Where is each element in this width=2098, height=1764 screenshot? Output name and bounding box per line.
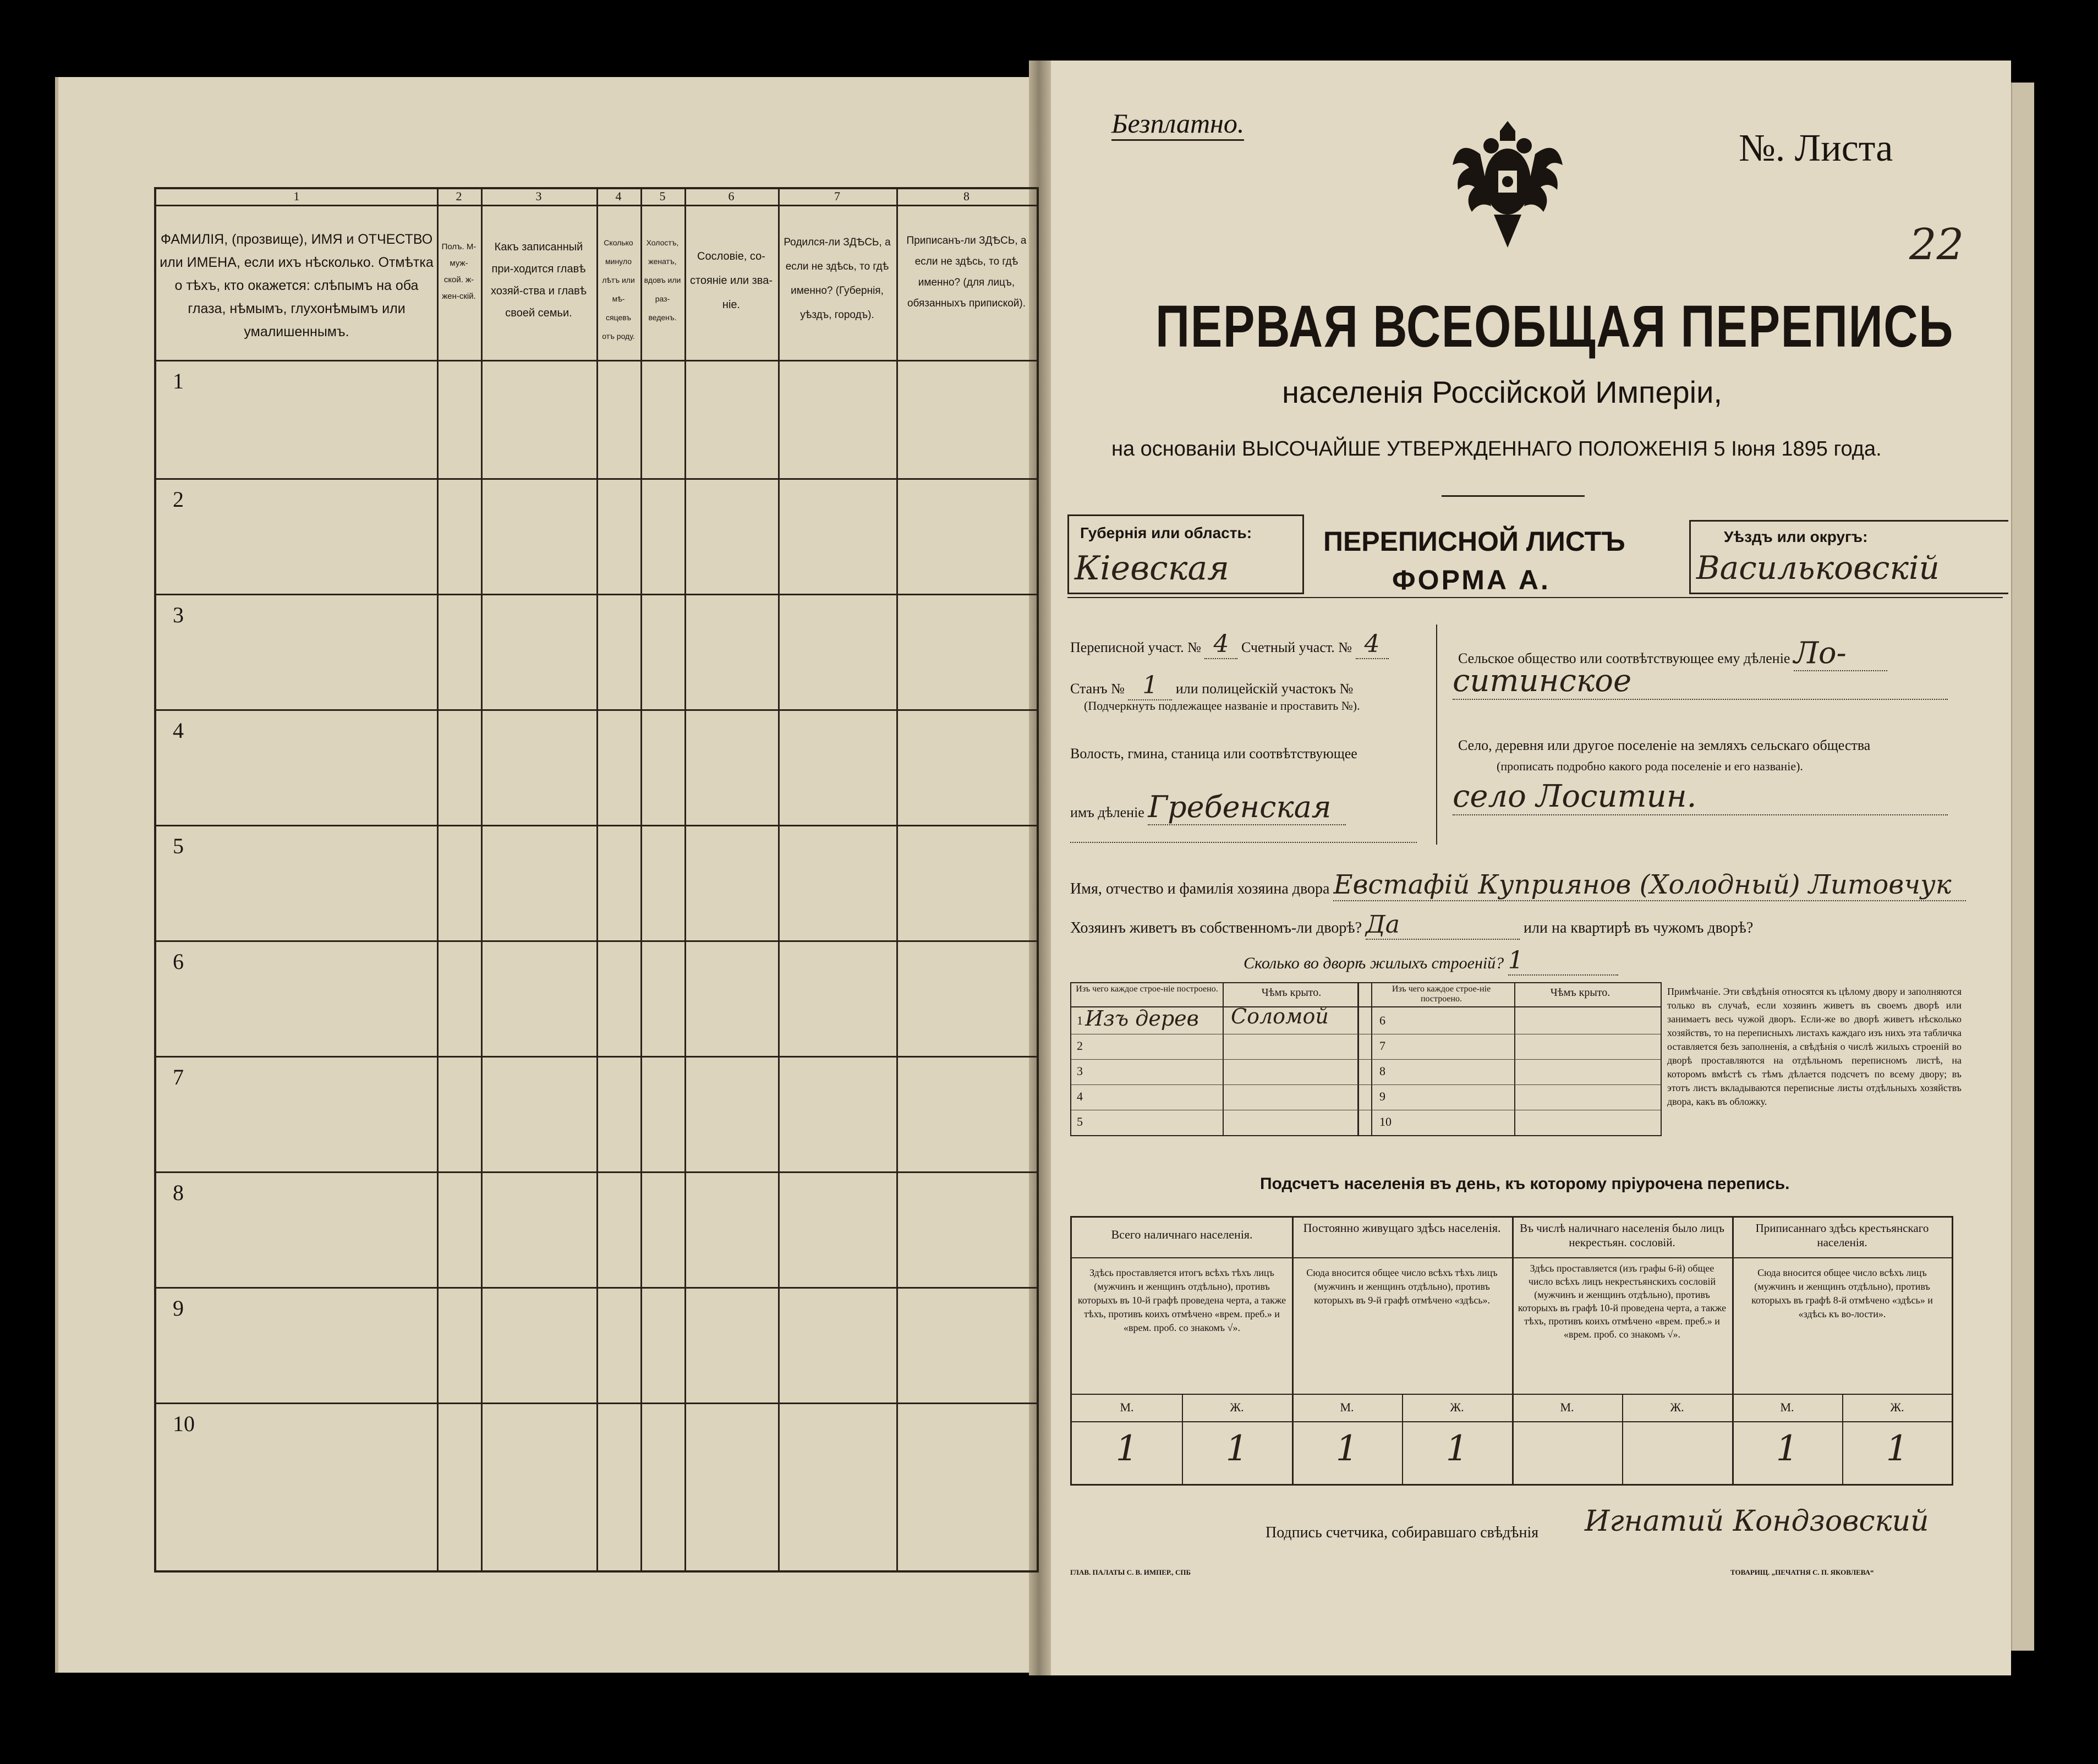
- bld-row-1: 1: [1077, 1014, 1083, 1027]
- mf-value-1: 1: [1115, 1428, 1138, 1469]
- col-number-8: 8: [963, 189, 969, 203]
- col-number-7: 7: [834, 189, 840, 203]
- population-count-table: [1070, 1216, 1953, 1486]
- society-label: Сельское общество или соотвѣтствующее ему дѣленіе: [1458, 650, 1790, 666]
- buildings-h2-right: Чѣмъ крыто.: [1550, 987, 1611, 999]
- count-desc-2: Сюда вносится общее число всѣхъ тѣхъ лицъ (мужчинъ и женщинъ отдѣльно), противъ которыхъ въ 9-й графѣ отмѣчено «здѣсь».: [1306, 1267, 1498, 1306]
- perepisnoy-uchast-value: 4: [1204, 630, 1237, 659]
- buildings-label: Сколько во дворѣ жилыхъ строеній?: [1244, 954, 1504, 972]
- bld-row-10: 10: [1379, 1115, 1392, 1128]
- buildings-value: 1: [1508, 946, 1618, 976]
- gubernia-value: Кіевская: [1075, 549, 1229, 588]
- count-header-3: Въ числѣ наличнаго населенія было лицъ некрестьян. сословій.: [1520, 1221, 1724, 1249]
- mf-label-4: Ж.: [1450, 1400, 1464, 1414]
- row-number-7: 7: [173, 1065, 184, 1089]
- gubernia-label: Губернія или область:: [1080, 524, 1252, 541]
- signature-label: Подпись счетчика, собиравшаго свѣдѣнія: [1266, 1524, 1539, 1541]
- row-number-6: 6: [173, 949, 184, 974]
- police-label: или полицейскій участокъ №: [1175, 681, 1354, 697]
- double-eagle-emblem: [1447, 116, 1568, 259]
- perepisnoy-uchast-label: Переписной участ. №: [1070, 639, 1201, 655]
- volost-label-1: Волость, гмина, станица или соотвѣтствующее: [1070, 746, 1357, 762]
- buildings-field: [1244, 946, 1618, 976]
- col-header-sex: Полъ. М-муж-ской. ж-жен-скій.: [441, 242, 476, 301]
- row-number-3: 3: [173, 602, 184, 627]
- row-number-5: 5: [173, 834, 184, 858]
- row-number-10: 10: [173, 1411, 195, 1436]
- col-header-age: Сколько минуло лѣтъ или мѣ-сяцевъ отъ роду.: [602, 238, 635, 341]
- col-header-relation: Какъ записанный при-ходится главѣ хозяй-ства и главѣ своей семьи.: [490, 241, 587, 319]
- stan-field: [1070, 671, 1353, 700]
- col-number-5: 5: [659, 189, 666, 203]
- volost-value: Гребенская: [1148, 790, 1346, 825]
- buildings-h2-left: Чѣмъ крыто.: [1261, 987, 1322, 999]
- perepisnoy-uchast-field: [1070, 630, 1389, 659]
- bld-row-9: 9: [1379, 1089, 1385, 1103]
- page-edge: [2011, 83, 2034, 1651]
- bld-row-4: 4: [1077, 1089, 1083, 1103]
- stan-value: 1: [1128, 671, 1172, 700]
- bld-row-3: 3: [1077, 1064, 1083, 1078]
- uezd-value: Васильковскій: [1696, 549, 1940, 587]
- mf-value-4: 1: [1445, 1428, 1469, 1469]
- sheet-number-handwritten: 22: [1909, 220, 1964, 270]
- count-header-2: Постоянно живущаго здѣсь населенія.: [1303, 1221, 1501, 1235]
- row-number-9: 9: [173, 1296, 184, 1321]
- mf-label-1: М.: [1120, 1400, 1134, 1414]
- col-header-name: ФАМИЛІЯ, (прозвище), ИМЯ и ОТЧЕСТВО или ИМЕНА, если ихъ нѣсколько. Отмѣтка о тѣхъ, кто окажется: слѣпымъ на оба глаза, нѣмымъ, глухонѣмымъ или умалишеннымъ.: [160, 232, 434, 339]
- schetny-uchast-label: Счетный участ. №: [1241, 639, 1352, 655]
- uezd-label: Уѣздъ или округъ:: [1724, 528, 1868, 545]
- col-header-marital: Холостъ, женатъ, вдовъ или раз-веденъ.: [644, 238, 681, 322]
- volost-field: [1070, 790, 1346, 825]
- census-basis: на основаніи ВЫСОЧАЙШЕ УТВЕРЖДЕННАГО ПОЛОЖЕНІЯ 5 Іюня 1895 года.: [1111, 437, 1882, 461]
- row-number-1: 1: [173, 369, 184, 393]
- left-census-table: [154, 187, 1039, 1573]
- bld-row-8: 8: [1379, 1064, 1385, 1078]
- bld-row-5: 5: [1077, 1115, 1083, 1128]
- mf-label-2: Ж.: [1230, 1400, 1244, 1414]
- uezd-box: [1689, 520, 2008, 594]
- signature-value: Игнатий Кондзовский: [1585, 1505, 1929, 1538]
- mf-label-5: М.: [1560, 1400, 1574, 1414]
- bld-row1-material: Изъ дерев: [1085, 1006, 1199, 1031]
- volost-label-2: имъ дѣленіе: [1070, 804, 1144, 820]
- owner-lives-label: Хозяинъ живетъ въ собственномъ-ли дворѣ?: [1070, 919, 1362, 936]
- col-header-registered: Приписанъ-ли ЗДѢСЬ, а если не здѣсь, то гдѣ именно? (для лицъ, обязанныхъ припиской).: [906, 235, 1027, 309]
- owner-lives-suffix: или на квартирѣ въ чужомъ дворѣ?: [1524, 919, 1754, 936]
- bld-row1-roof: Соломой: [1231, 1004, 1329, 1028]
- row-number-8: 8: [173, 1180, 184, 1205]
- count-header-1: Всего наличнаго населенія.: [1111, 1228, 1253, 1241]
- buildings-h1-left: Изъ чего каждое строе-ніе построено.: [1076, 984, 1218, 994]
- owner-label: Имя, отчество и фамилія хозяина двора: [1070, 880, 1330, 897]
- col-number-4: 4: [615, 189, 622, 203]
- mf-label-3: М.: [1340, 1400, 1354, 1414]
- count-desc-1: Здѣсь проставляется итогъ всѣхъ тѣхъ лицъ (мужчинъ и женщинъ отдѣльно), противъ которыхъ въ 10-й графѣ проведена черта, а также тѣхъ, противъ коихъ отмѣчено «врем. преб.» и «врем. проб. со знакомъ √».: [1077, 1267, 1286, 1333]
- village-note: (прописать подробно какого рода поселеніе и его названіе).: [1497, 759, 1803, 773]
- bld-row-7: 7: [1379, 1039, 1385, 1053]
- buildings-table: [1070, 982, 1662, 1136]
- mf-value-2: 1: [1225, 1428, 1248, 1469]
- gubernia-box: [1067, 514, 1304, 594]
- col-number-1: 1: [293, 189, 300, 203]
- ornament-divider: [1442, 495, 1585, 497]
- count-header-4: Приписаннаго здѣсь крестьянскаго населенія.: [1755, 1221, 1929, 1249]
- free-label: Безплатно.: [1111, 107, 1244, 141]
- count-desc-4: Сюда вносится общее число всѣхъ лицъ (мужчинъ и женщинъ отдѣльно), противъ которыхъ въ графѣ 8-й отмѣчено «здѣсь» и «здѣсь къ во-лости».: [1751, 1267, 1933, 1319]
- stan-label: Станъ №: [1070, 681, 1125, 697]
- buildings-note: Примѣчаніе. Эти свѣдѣнія относятся къ цѣлому двору и заполняются только въ случаѣ, если хозяинъ живетъ въ своемъ дворѣ или занимаетъ весь чужой дворъ. Если-же во дворѣ живетъ нѣсколько хозяйствъ, то на переписныхъ листахъ каждаго изъ нихъ эта табличка оставляется безъ заполненія, а свѣдѣнія о числѣ жилыхъ строеній во дворѣ проставляются на отдѣльномъ переписномъ листѣ, на которомъ вмѣстѣ съ тѣмъ дѣлается подсчетъ по всему двору; въ этотъ листъ вкладываются переписные листы отдѣльныхъ хозяйствъ двора, какъ въ обложку.: [1667, 986, 1962, 1107]
- owner-lives-field: [1070, 911, 1753, 940]
- count-title: Подсчетъ населенія въ день, къ которому пріурочена перепись.: [1260, 1175, 1790, 1193]
- row-number-4: 4: [173, 718, 184, 743]
- schetny-uchast-value: 4: [1356, 630, 1389, 659]
- bld-row-6: 6: [1379, 1014, 1385, 1027]
- printer-right: ТОВАРИЩ. „ПЕЧАТНЯ С. П. ЯКОВЛЕВА“: [1730, 1568, 1874, 1576]
- col-number-3: 3: [535, 189, 542, 203]
- village-value: село Лоситин.: [1453, 779, 1948, 815]
- mf-label-8: Ж.: [1890, 1400, 1904, 1414]
- buildings-h1-right: Изъ чего каждое строе-ніе построено.: [1392, 984, 1491, 1004]
- census-title: ПЕРВАЯ ВСЕОБЩАЯ ПЕРЕПИСЬ: [1155, 293, 1954, 359]
- underline-note: (Подчеркнуть подлежащее названіе и проставить №).: [1084, 699, 1360, 713]
- mf-label-6: Ж.: [1670, 1400, 1684, 1414]
- col-number-2: 2: [456, 189, 462, 203]
- mf-label-7: М.: [1780, 1400, 1794, 1414]
- col-header-estate: Сословіе, со-стояніе или зва-ніе.: [690, 250, 773, 311]
- row-number-2: 2: [173, 487, 184, 512]
- owner-value: Евстафій Куприянов (Холодный) Литовчук: [1333, 869, 1966, 901]
- owner-field: [1070, 869, 1966, 901]
- sheet-label: №. Листа: [1739, 127, 1893, 169]
- mf-value-8: 1: [1886, 1428, 1909, 1469]
- mf-value-3: 1: [1335, 1428, 1359, 1469]
- census-subtitle: населенія Россійской Имперіи,: [1282, 375, 1722, 409]
- owner-lives-value: Да: [1366, 911, 1520, 940]
- form-title: ПЕРЕПИСНОЙ ЛИСТЪ: [1323, 526, 1625, 557]
- bld-row-2: 2: [1077, 1039, 1083, 1053]
- col-number-6: 6: [728, 189, 735, 203]
- society-value-2: ситинское: [1453, 663, 1948, 700]
- form-subtitle: ФОРМА А.: [1392, 565, 1551, 595]
- col-header-born: Родился-ли ЗДѢСЬ, а если не здѣсь, то гдѣ именно? (Губернія, уѣздъ, городъ).: [784, 237, 891, 321]
- count-desc-3: Здѣсь проставляется (изъ графы 6-й) общее число всѣхъ лицъ некрестьянскихъ сословій (мужчинъ и женщинъ отдѣльно), противъ которыхъ въ графѣ 10-й проведена черта, а также тѣхъ, противъ коихъ отмѣчено «врем. преб.» и «врем. проб. со знакомъ √».: [1518, 1263, 1727, 1340]
- village-label: Село, деревня или другое поселеніе на земляхъ сельскаго общества: [1458, 737, 1871, 753]
- mf-value-7: 1: [1776, 1428, 1799, 1469]
- society-value-1: Ло-: [1794, 636, 1887, 671]
- printer-left: ГЛАВ. ПАЛАТЫ С. В. ИМПЕР., СПБ: [1070, 1568, 1191, 1576]
